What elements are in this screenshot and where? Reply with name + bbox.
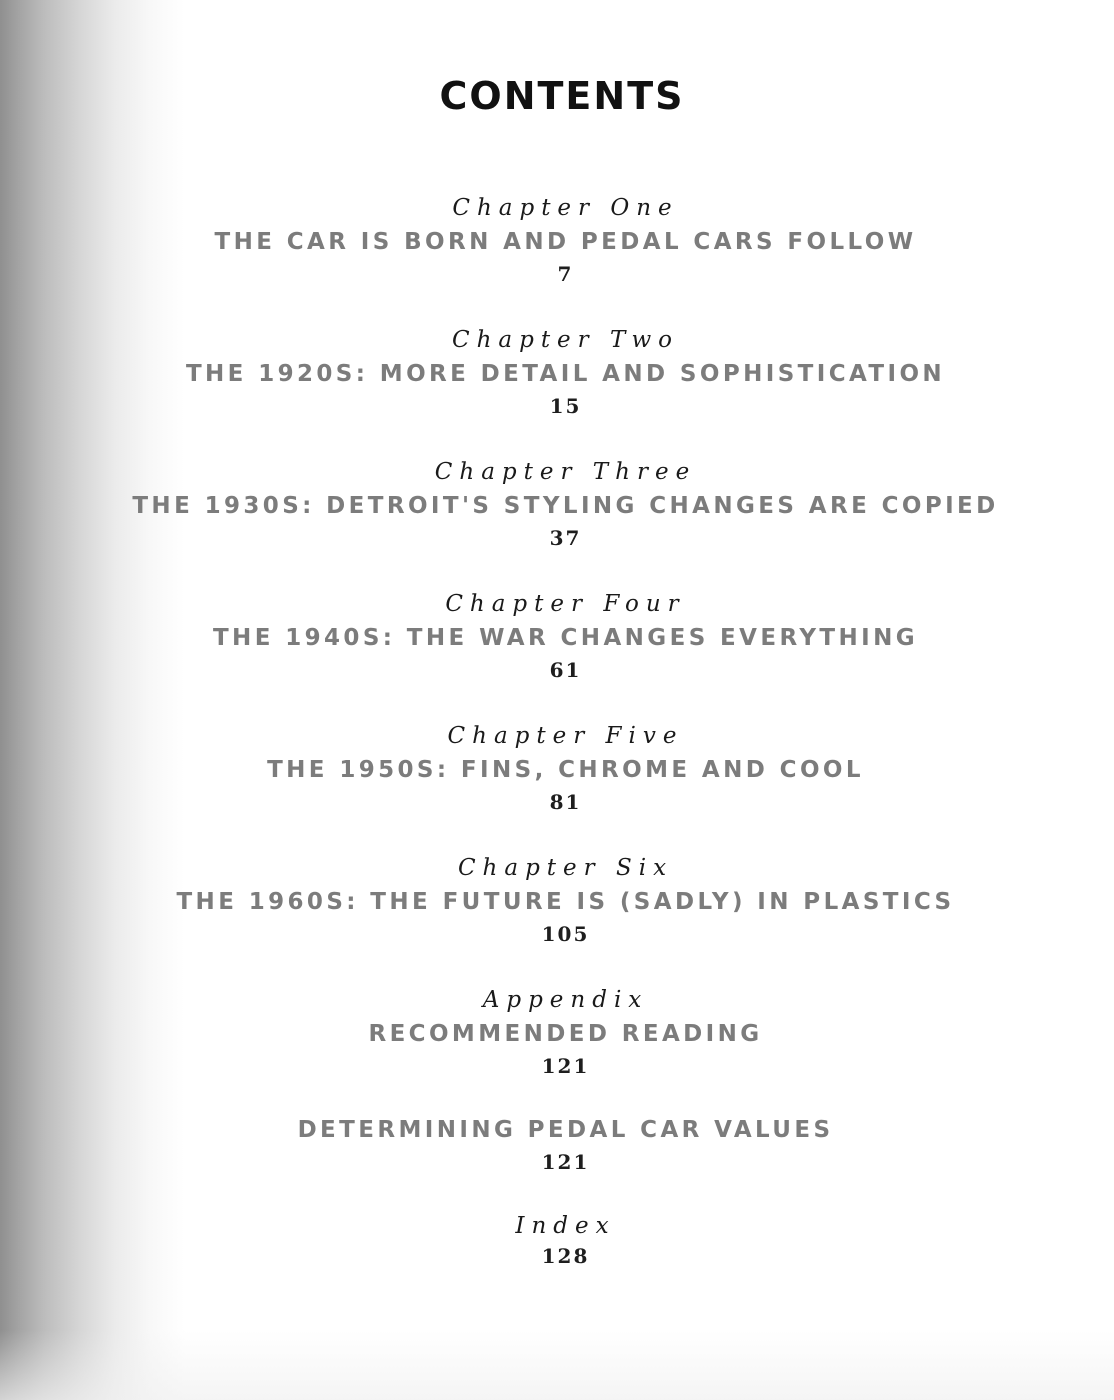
section-title: DETERMINING PEDAL CAR VALUES bbox=[297, 1117, 834, 1143]
chapter-label: Chapter One bbox=[452, 195, 679, 221]
page-number: 7 bbox=[557, 262, 574, 286]
page-number: 121 bbox=[541, 1054, 590, 1078]
page-number: 128 bbox=[541, 1244, 590, 1268]
section-label: Appendix bbox=[482, 987, 649, 1013]
chapter-title: THE 1930S: DETROIT'S STYLING CHANGES ARE COPIED bbox=[132, 493, 999, 519]
chapter-title: THE 1960S: THE FUTURE IS (SADLY) IN PLASTICS bbox=[176, 889, 955, 915]
contents-title: CONTENTS bbox=[439, 74, 685, 118]
section-title: RECOMMENDED READING bbox=[368, 1021, 763, 1047]
section-label: Index bbox=[515, 1213, 616, 1239]
toc-entry-values bbox=[0, 1112, 1114, 1176]
chapter-label: Chapter Two bbox=[451, 327, 680, 353]
chapter-title: THE 1920S: MORE DETAIL AND SOPHISTICATION bbox=[185, 361, 946, 387]
chapter-title: THE 1950S: FINS, CHROME AND COOL bbox=[267, 757, 864, 783]
page-number: 61 bbox=[549, 658, 582, 682]
chapter-label: Chapter Six bbox=[457, 855, 674, 881]
page-number: 15 bbox=[549, 394, 582, 418]
toc-entry-chapter-six bbox=[0, 852, 1114, 948]
page-number: 37 bbox=[549, 526, 582, 550]
chapter-label: Chapter Three bbox=[434, 459, 697, 485]
toc-entry-chapter-one bbox=[0, 192, 1114, 288]
chapter-title: THE CAR IS BORN AND PEDAL CARS FOLLOW bbox=[214, 229, 917, 255]
toc-entry-chapter-three bbox=[0, 456, 1114, 552]
toc-entry-index bbox=[0, 1210, 1114, 1270]
page-number: 81 bbox=[549, 790, 582, 814]
page-number: 121 bbox=[541, 1150, 590, 1174]
chapter-label: Chapter Five bbox=[447, 723, 684, 749]
toc-entry-chapter-two bbox=[0, 324, 1114, 420]
chapter-title: THE 1940S: THE WAR CHANGES EVERYTHING bbox=[212, 625, 919, 651]
toc-entry-appendix bbox=[0, 984, 1114, 1080]
toc-entry-chapter-five bbox=[0, 720, 1114, 816]
toc-entry-chapter-four bbox=[0, 588, 1114, 684]
page-number: 105 bbox=[541, 922, 590, 946]
chapter-label: Chapter Four bbox=[445, 591, 686, 617]
